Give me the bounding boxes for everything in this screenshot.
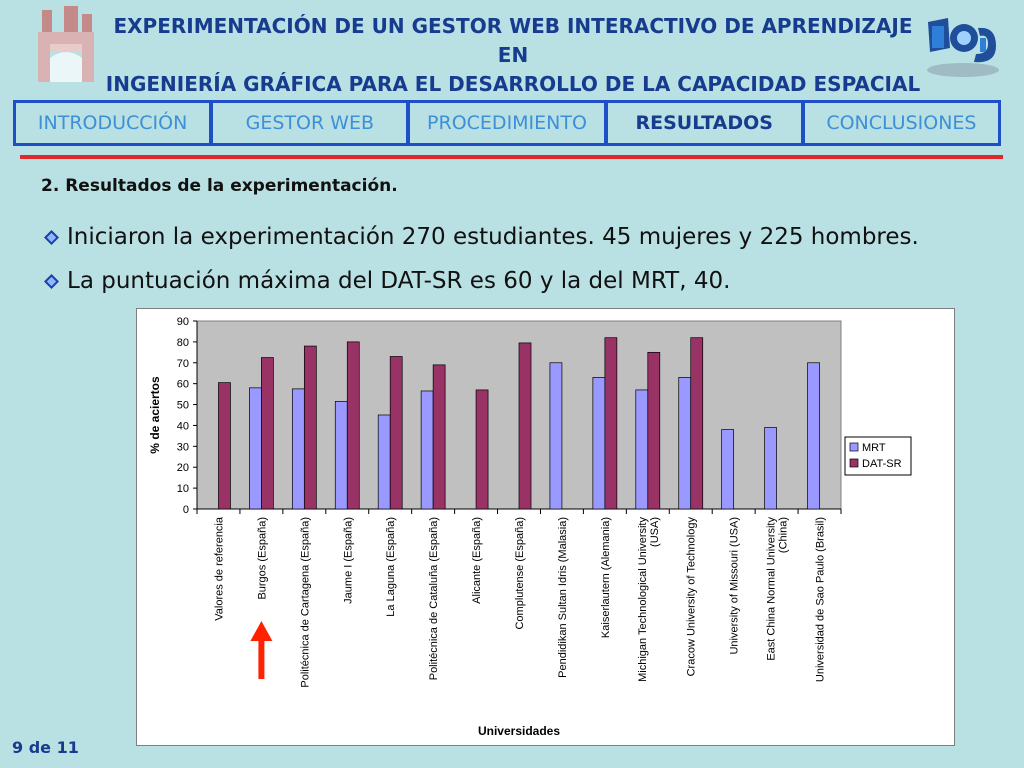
x-tick-label: Burgos (España)	[256, 517, 269, 600]
bullet-item	[44, 268, 730, 294]
bar-mrt	[335, 401, 347, 509]
bar-mrt	[808, 363, 820, 509]
bar-mrt	[550, 363, 562, 509]
x-tick-label: La Laguna (España)	[385, 517, 398, 617]
x-tick-label: Cracow University of Technology	[685, 517, 698, 677]
bar-mrt	[292, 389, 304, 509]
tab-procedimiento[interactable]: PROCEDIMIENTO	[410, 103, 603, 143]
x-tick-label: Alicante (España)	[471, 517, 484, 604]
y-tick-label: 0	[182, 504, 189, 516]
x-tick-label: (USA)	[648, 517, 661, 547]
bullet-text: Iniciaron la experimentación 270 estudiantes. 45 mujeres y 225 hombres.	[67, 224, 919, 250]
section-title: 2. Resultados de la experimentación.	[41, 176, 398, 196]
bar-mrt	[593, 377, 605, 509]
results-chart	[136, 308, 955, 746]
x-tick-label: Universidad de Sao Paulo (Brasil)	[814, 517, 827, 683]
bar-dat-sr	[347, 342, 359, 509]
y-tick-label: 20	[176, 462, 189, 475]
x-tick-label: Complutense (España)	[514, 517, 526, 630]
bar-dat-sr	[304, 346, 316, 509]
y-tick-label: 90	[176, 316, 189, 328]
bullet-item	[44, 224, 919, 250]
bar-dat-sr	[648, 352, 660, 509]
y-tick-label: 60	[176, 378, 189, 391]
x-tick-label: Valores de referencia	[213, 517, 226, 621]
x-tick-label: Kaiserlautern (Alemania)	[599, 517, 612, 639]
divider	[20, 155, 1003, 159]
legend-label-dat-sr: DAT-SR	[862, 458, 902, 470]
y-tick-label: 50	[176, 399, 189, 412]
x-axis-label: Universidades	[477, 724, 561, 738]
bar-dat-sr	[261, 358, 273, 509]
y-tick-label: 10	[176, 483, 189, 496]
tab-introduccion[interactable]: INTRODUCCIÓN	[16, 103, 209, 143]
bar-dat-sr	[519, 343, 531, 509]
results-chart-svg	[137, 309, 954, 745]
slide-title-line-1: EXPERIMENTACIÓN DE UN GESTOR WEB INTERACTIVO DE APRENDIZAJE EN	[113, 14, 913, 67]
x-tick-label: (China)	[777, 517, 790, 554]
bar-mrt	[679, 377, 691, 509]
x-tick-label: Michigan Technological University	[636, 517, 649, 682]
bar-mrt	[378, 415, 390, 509]
tab-gestor-web[interactable]: GESTOR WEB	[213, 103, 406, 143]
bar-mrt	[722, 430, 734, 509]
y-tick-label: 40	[176, 420, 189, 433]
x-tick-label: University of Missouri (USA)	[728, 517, 741, 655]
bar-dat-sr	[476, 390, 488, 509]
diamond-bullet-icon	[44, 230, 59, 245]
bar-dat-sr	[691, 338, 703, 509]
university-logo-icon	[34, 6, 98, 84]
x-tick-label: Jaume I (España)	[342, 517, 355, 604]
highlight-arrow-shaft	[258, 639, 264, 679]
bar-mrt	[636, 390, 648, 509]
slide-title	[100, 12, 926, 99]
slide-title-line-2: INGENIERÍA GRÁFICA PARA EL DESARROLLO DE LA CAPACIDAD ESPACIAL	[105, 72, 921, 96]
x-tick-label: Politécnica de Cataluña (España)	[428, 517, 441, 681]
y-tick-label: 30	[176, 441, 189, 454]
bar-dat-sr	[218, 383, 230, 509]
x-tick-label: Pendidikan Sultan Idris (Malasia)	[556, 517, 569, 678]
section-nav	[13, 100, 1001, 146]
y-tick-label: 80	[176, 336, 189, 349]
x-tick-label: Politécnica de Cartagena (España)	[299, 517, 312, 688]
legend-swatch-mrt	[850, 443, 858, 451]
project-logo-icon	[922, 8, 1004, 80]
tab-conclusiones[interactable]: CONCLUSIONES	[805, 103, 998, 143]
bar-dat-sr	[433, 365, 445, 509]
x-tick-label: East China Normal University	[765, 517, 778, 661]
y-tick-label: 70	[176, 357, 189, 370]
tab-resultados[interactable]: RESULTADOS	[608, 103, 801, 143]
diamond-bullet-icon	[44, 274, 59, 289]
bar-mrt	[249, 388, 261, 509]
highlight-arrow-icon	[250, 621, 272, 641]
bar-mrt	[421, 391, 433, 509]
bar-mrt	[765, 428, 777, 509]
page-number: 9 de 11	[12, 738, 79, 757]
y-axis-label: % de aciertos	[148, 376, 162, 454]
bar-dat-sr	[605, 338, 617, 509]
bar-dat-sr	[390, 357, 402, 509]
legend-swatch-dat-sr	[850, 459, 858, 467]
legend-label-mrt: MRT	[862, 442, 886, 454]
bullet-text: La puntuación máxima del DAT-SR es 60 y la del MRT, 40.	[67, 268, 731, 294]
